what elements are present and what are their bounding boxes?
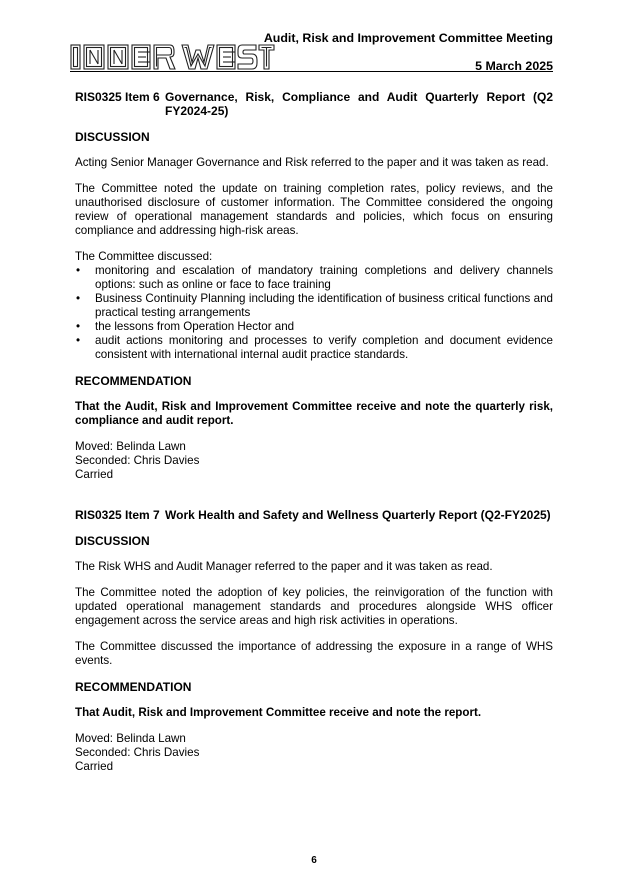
item-7-para-2: The Committee noted the adoption of key policies, the reinvigoration of the function with updated operational management standards and procedures alongside WHS officer engagement across the service areas and high risk activities in operations. [75, 586, 553, 627]
item-7-moved: Moved: Belinda Lawn [75, 732, 186, 745]
item-7-result: Carried [75, 760, 114, 773]
item-7-title: Work Health and Safety and Wellness Quarterly Report (Q2-FY2025) [165, 508, 551, 522]
meeting-title: Audit, Risk and Improvement Committee Meeting [263, 31, 553, 45]
item-6-heading [75, 90, 553, 118]
item-7-code: RIS0325 Item 7 [75, 508, 160, 522]
inner-west-logo [70, 42, 275, 72]
header-divider [70, 71, 553, 72]
item-7-recommendation: That Audit, Risk and Improvement Committee receive and note the report. [75, 706, 482, 719]
item-7-seconded: Seconded: Chris Davies [75, 746, 200, 759]
document-body [75, 90, 553, 774]
item-7-para-3: The Committee discussed the importance of addressing the exposure in a range of WHS events. [75, 640, 553, 667]
item-6-para-1: Acting Senior Manager Governance and Risk referred to the paper and it was taken as read. [75, 156, 549, 169]
item-7-recommendation-heading: RECOMMENDATION [75, 680, 192, 694]
item-7-motion [75, 732, 553, 774]
item-6-result: Carried [75, 468, 114, 481]
item-6-recommendation-heading: RECOMMENDATION [75, 374, 192, 388]
item-7-heading [75, 508, 553, 522]
item-6-title: Governance, Risk, Compliance and Audit Quarterly Report (Q2 FY2024-25) [165, 90, 553, 118]
item-6-motion [75, 440, 553, 482]
list-item: • monitoring and escalation of mandatory training completions and delivery channels options: such as online or face to face training [75, 264, 553, 292]
item-6-discussion-list [75, 264, 553, 362]
item-6-recommendation: That the Audit, Risk and Improvement Committee receive and note the quarterly risk, compliance and audit report. [75, 400, 553, 427]
item-7-para-1: The Risk WHS and Audit Manager referred to the paper and it was taken as read. [75, 560, 493, 573]
item-6-discussion-heading: DISCUSSION [75, 130, 150, 144]
list-item: • the lessons from Operation Hector and [75, 320, 553, 334]
item-6-moved: Moved: Belinda Lawn [75, 440, 186, 453]
item-6-para-2: The Committee noted the update on training completion rates, policy reviews, and the unauthorised disclosure of customer information. The Committee considered the ongoing review of operational management standards and policies, which focus on ensuring compliance and addressing high-risk areas. [75, 182, 553, 237]
item-6-code: RIS0325 Item 6 [75, 90, 160, 104]
list-item: • audit actions monitoring and processes to verify completion and document evidence consistent with international internal audit practice standards. [75, 334, 553, 362]
meeting-date: 5 March 2025 [475, 59, 553, 73]
item-7-discussion-heading: DISCUSSION [75, 534, 150, 548]
item-6-seconded: Seconded: Chris Davies [75, 454, 200, 467]
page-number: 6 [311, 855, 317, 866]
list-item: • Business Continuity Planning including the identification of business critical functions and practical testing arrangements [75, 292, 553, 320]
item-6-discussed-intro: The Committee discussed: [75, 250, 213, 263]
